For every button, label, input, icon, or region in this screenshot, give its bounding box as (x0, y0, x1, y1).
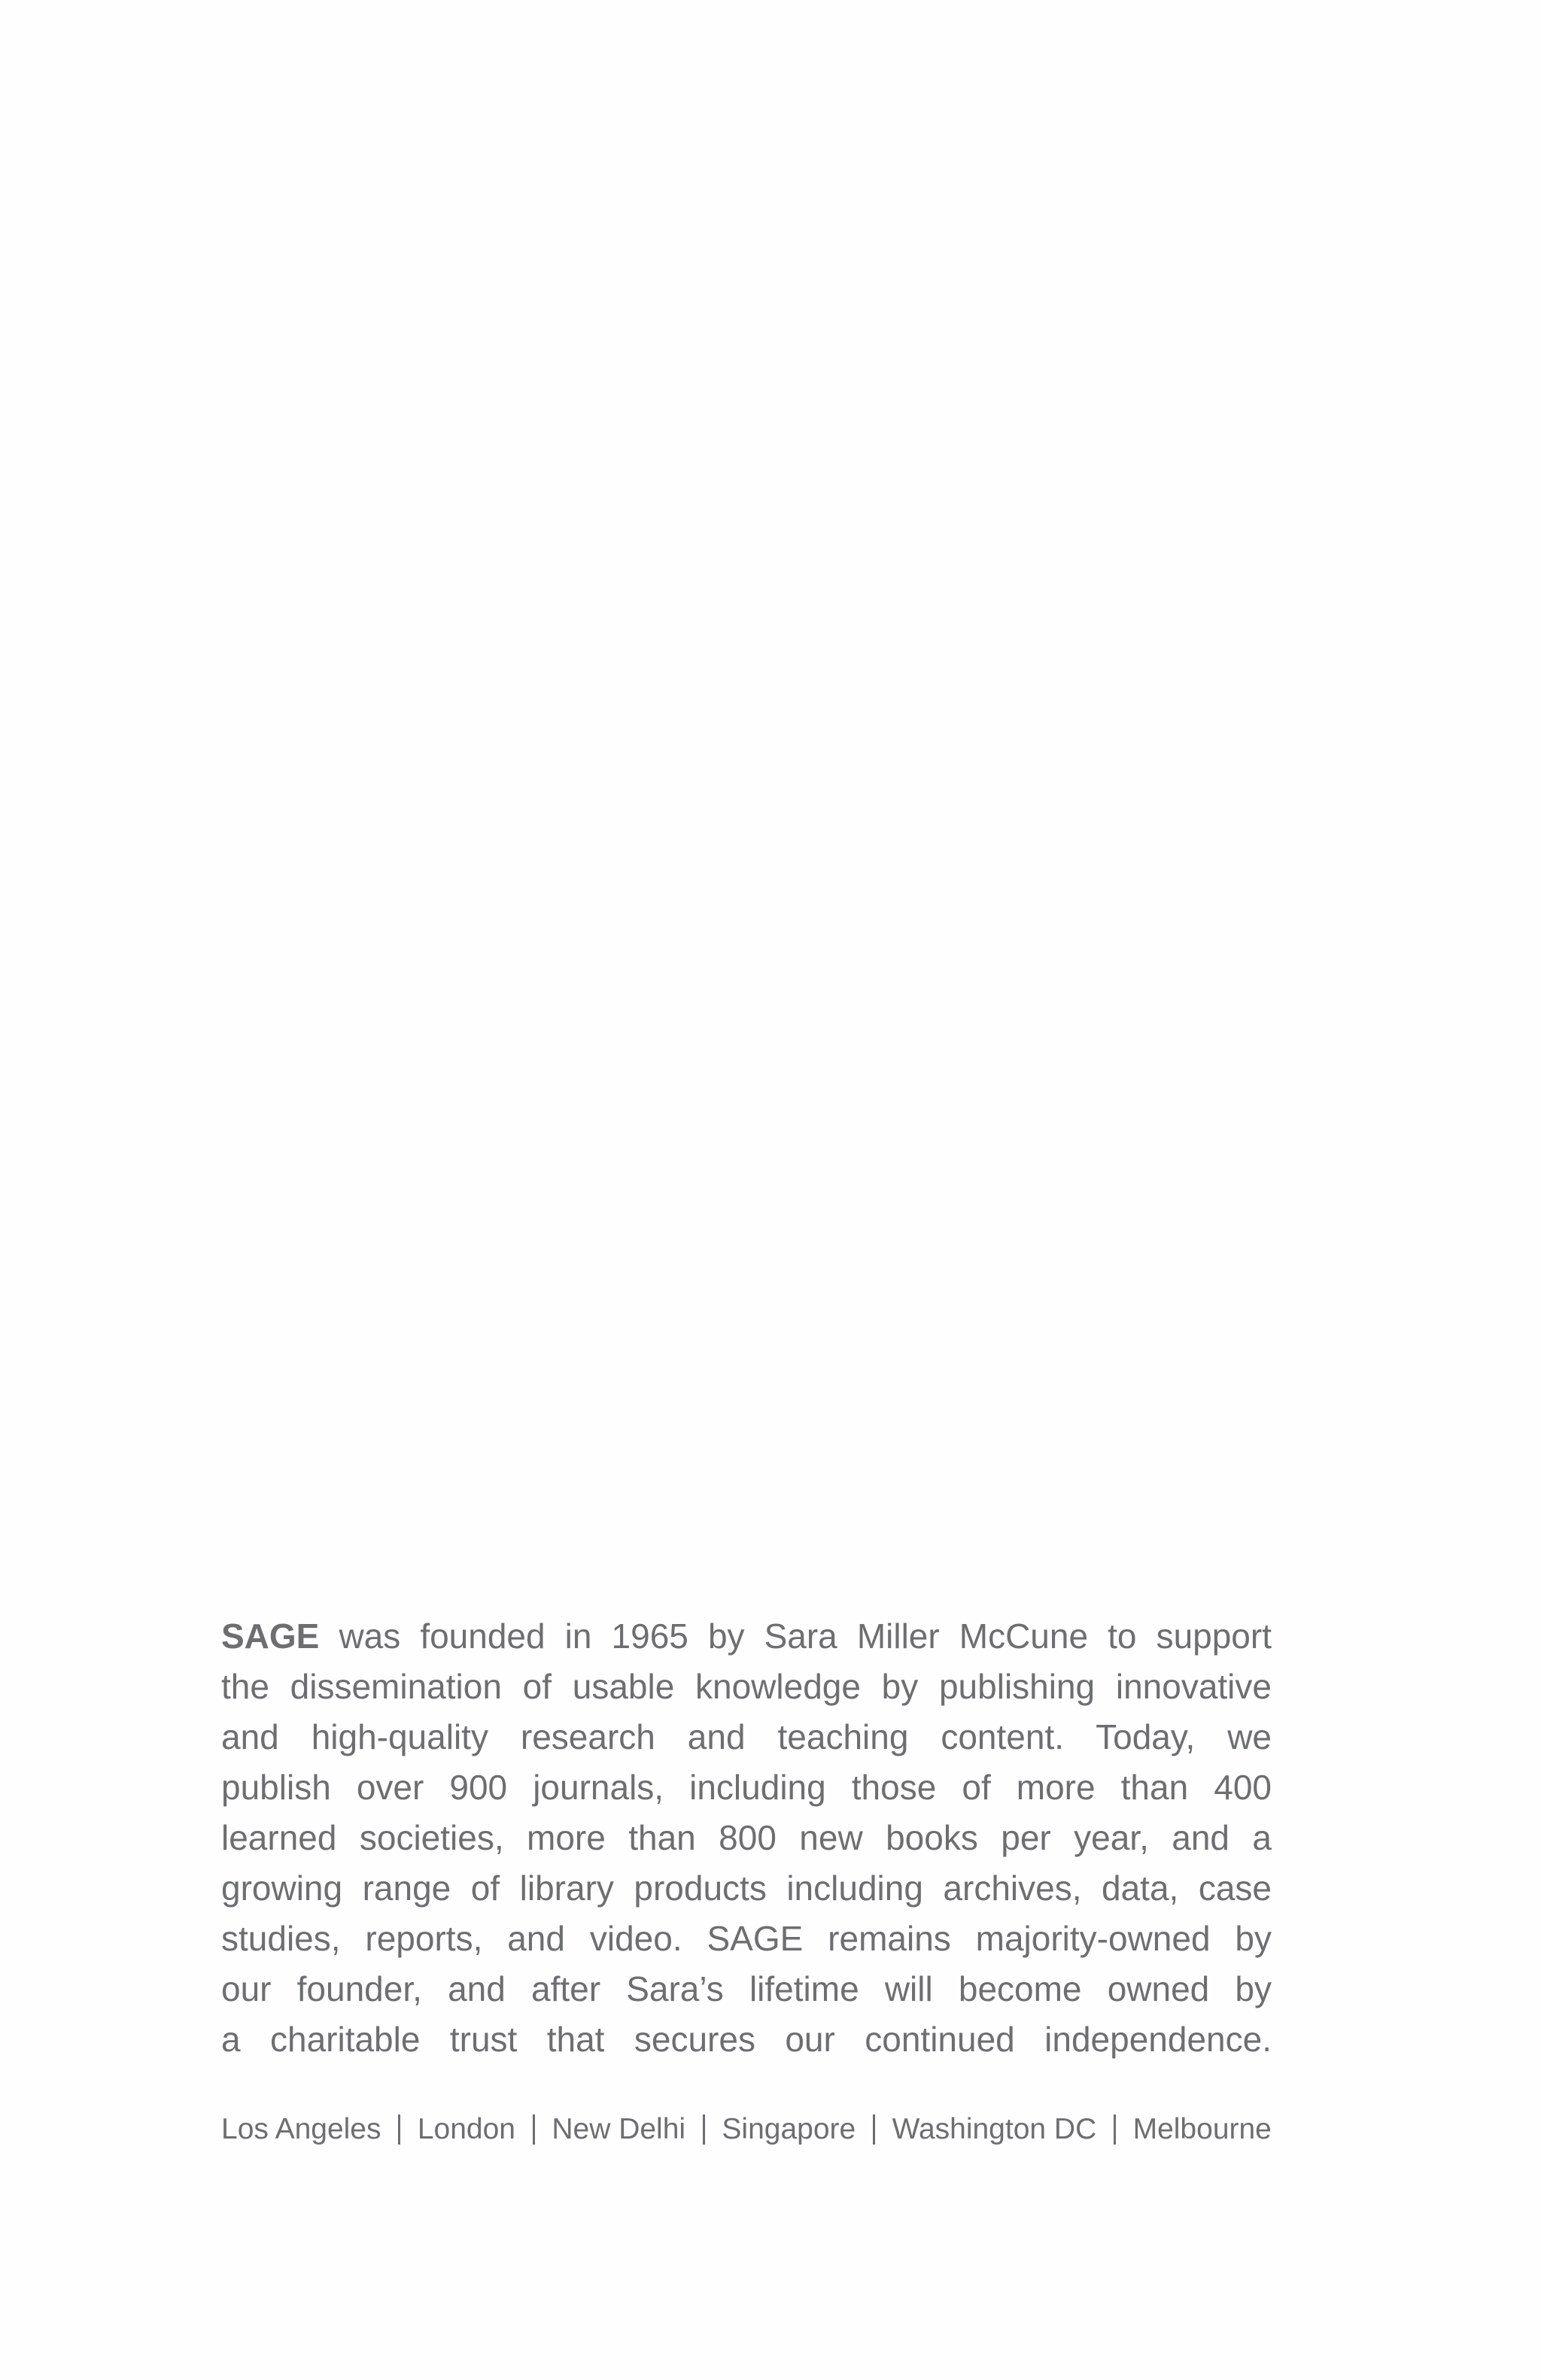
location-item: Melbourne (1132, 2113, 1272, 2145)
office-locations (221, 2111, 1272, 2148)
location-separator (873, 2114, 875, 2145)
location-separator (533, 2114, 535, 2145)
location-separator (398, 2114, 400, 2145)
about-line-3: and high-quality research and teaching content. Today, we (221, 1717, 1272, 1756)
location-separator (1114, 2114, 1116, 2145)
about-line-7: studies, reports, and video. SAGE remains majority-owned by (221, 1919, 1272, 1958)
about-line-8: our founder, and after Sara’s lifetime will become owned by (221, 1969, 1272, 2008)
location-item: Singapore (722, 2113, 856, 2145)
location-item: Los Angeles (221, 2113, 381, 2145)
brand-name: SAGE (221, 1617, 320, 1656)
location-item: London (417, 2113, 515, 2145)
location-separator (703, 2114, 705, 2145)
about-line-5: learned societies, more than 800 new books per year, and a (221, 1818, 1272, 1857)
location-item: Washington DC (892, 2113, 1097, 2145)
about-line-1: was founded in 1965 by Sara Miller McCune to support (319, 1617, 1272, 1656)
about-line-2: the dissemination of usable knowledge by publishing innovative (221, 1667, 1272, 1706)
about-line-4: publish over 900 journals, including those of more than 400 (221, 1768, 1272, 1807)
location-item: New Delhi (552, 2113, 686, 2145)
about-line-9: a charitable trust that secures our continued independence. (221, 2020, 1272, 2059)
about-line-6: growing range of library products including archives, data, case (221, 1868, 1272, 1908)
publisher-about-block (221, 1611, 1272, 2148)
about-paragraph (221, 1611, 1272, 2065)
